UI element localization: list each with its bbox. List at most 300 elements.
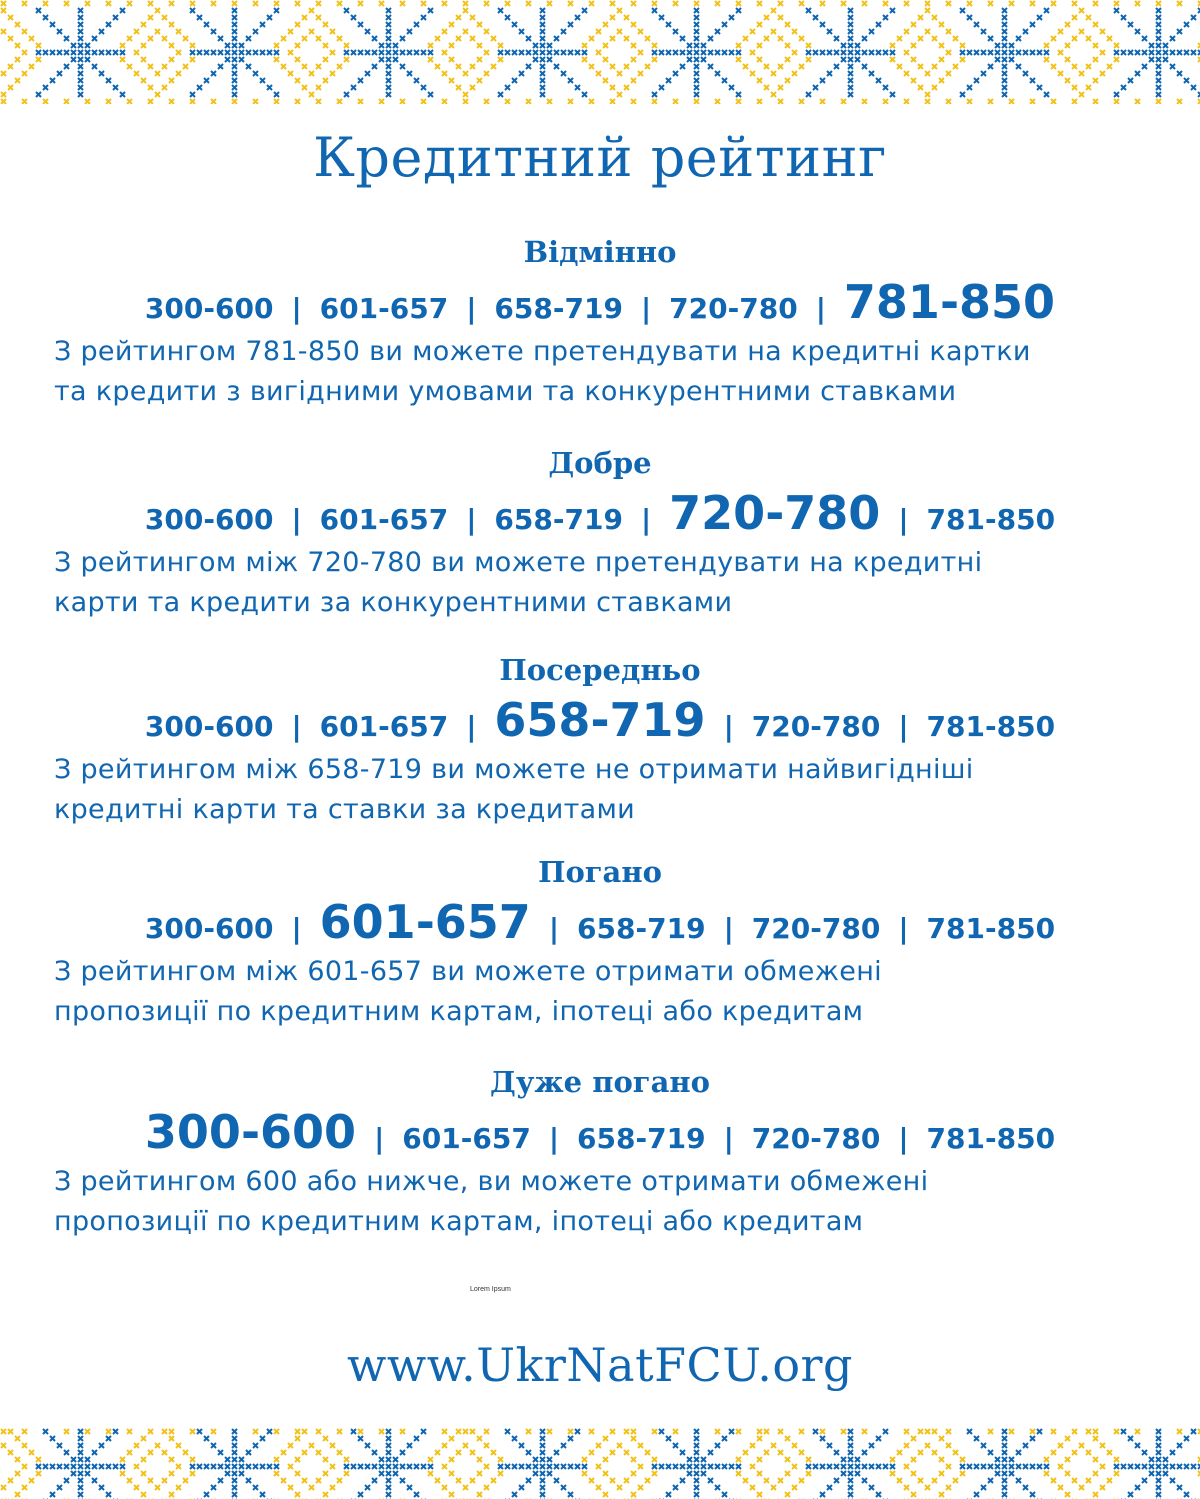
cross-stitch (232, 1485, 237, 1490)
cross-stitch (1044, 50, 1049, 55)
cross-stitch (15, 43, 20, 48)
cross-stitch (295, 43, 300, 48)
cross-stitch (680, 1464, 685, 1469)
cross-stitch (722, 1492, 727, 1497)
cross-stitch (260, 50, 265, 55)
cross-stitch (183, 1450, 188, 1455)
cross-stitch (148, 1450, 153, 1455)
cross-stitch (505, 1, 510, 6)
cross-stitch (176, 1464, 181, 1469)
cross-stitch (1065, 1457, 1070, 1462)
cross-stitch (85, 57, 90, 62)
cross-stitch (722, 1464, 727, 1469)
cross-stitch (673, 1, 678, 6)
cross-stitch (617, 71, 622, 76)
scale-range: 300-600 (144, 292, 274, 325)
cross-stitch (414, 78, 419, 83)
cross-stitch (295, 1436, 300, 1441)
cross-stitch (708, 36, 713, 41)
cross-stitch (498, 1457, 503, 1462)
cross-stitch (834, 1464, 839, 1469)
cross-stitch (820, 22, 825, 27)
embroidery-border-top (0, 0, 1200, 104)
scale-separator: | (548, 912, 560, 945)
cross-stitch (155, 1443, 160, 1448)
cross-stitch (946, 99, 951, 104)
cross-stitch (582, 50, 587, 55)
cross-stitch (498, 1464, 503, 1469)
cross-stitch (1142, 1464, 1147, 1469)
cross-stitch (295, 1471, 300, 1476)
cross-stitch (43, 85, 48, 90)
cross-stitch (1016, 1464, 1021, 1469)
cross-stitch (778, 36, 783, 41)
cross-stitch (1170, 50, 1175, 55)
cross-stitch (743, 64, 748, 69)
cross-stitch (295, 99, 300, 104)
cross-stitch (883, 1429, 888, 1434)
cross-stitch (176, 1485, 181, 1490)
cross-stitch (190, 1457, 195, 1462)
cross-stitch (757, 22, 762, 27)
cross-stitch (1023, 29, 1028, 34)
cross-stitch (855, 50, 860, 55)
cross-stitch (1, 1, 6, 6)
cross-stitch (911, 1471, 916, 1476)
cross-stitch (344, 50, 349, 55)
cross-stitch (456, 1429, 461, 1434)
cross-stitch (365, 71, 370, 76)
rating-scale (0, 892, 1200, 952)
cross-stitch (918, 1429, 923, 1434)
cross-stitch (99, 1464, 104, 1469)
cross-stitch (148, 1429, 153, 1434)
cross-stitch (1107, 36, 1112, 41)
cross-stitch (533, 1464, 538, 1469)
cross-stitch (92, 50, 97, 55)
cross-stitch (400, 1429, 405, 1434)
cross-stitch (673, 50, 678, 55)
cross-stitch (484, 71, 489, 76)
cross-stitch (414, 50, 419, 55)
cross-stitch (358, 1492, 363, 1497)
cross-stitch (708, 64, 713, 69)
cross-stitch (848, 43, 853, 48)
cross-stitch (519, 1443, 524, 1448)
cross-stitch (701, 43, 706, 48)
cross-stitch (1135, 29, 1140, 34)
cross-stitch (246, 1478, 251, 1483)
cross-stitch (267, 1464, 272, 1469)
cross-stitch (386, 64, 391, 69)
cross-stitch (85, 1, 90, 6)
cross-stitch (876, 1436, 881, 1441)
cross-stitch (918, 85, 923, 90)
cross-stitch (1044, 92, 1049, 97)
cross-stitch (855, 1464, 860, 1469)
cross-stitch (1142, 1450, 1147, 1455)
cross-stitch (1177, 99, 1182, 104)
scale-separator: | (466, 710, 477, 743)
cross-stitch (848, 1443, 853, 1448)
cross-stitch (400, 99, 405, 104)
cross-stitch (1072, 1478, 1077, 1483)
cross-stitch (71, 50, 76, 55)
cross-stitch (883, 15, 888, 20)
cross-stitch (1121, 50, 1126, 55)
cross-stitch (582, 57, 587, 62)
scale-range: 720-780 (669, 292, 798, 325)
cross-stitch (848, 1450, 853, 1455)
cross-stitch (1184, 1436, 1189, 1441)
cross-stitch (1184, 78, 1189, 83)
cross-stitch (785, 1457, 790, 1462)
cross-stitch (631, 1436, 636, 1441)
cross-stitch (99, 1443, 104, 1448)
cross-stitch (680, 50, 685, 55)
cross-stitch (232, 8, 237, 13)
cross-stitch (946, 71, 951, 76)
cross-stitch (610, 99, 615, 104)
cross-stitch (939, 22, 944, 27)
cross-stitch (274, 57, 279, 62)
cross-stitch (78, 1485, 83, 1490)
cross-stitch (134, 29, 139, 34)
rating-section-fair (0, 650, 1200, 830)
cross-stitch (267, 15, 272, 20)
cross-stitch (386, 1464, 391, 1469)
cross-stitch (848, 64, 853, 69)
cross-stitch (120, 1464, 125, 1469)
cross-stitch (106, 22, 111, 27)
cross-stitch (547, 1464, 552, 1469)
cross-stitch (848, 92, 853, 97)
cross-stitch (652, 99, 657, 104)
cross-stitch (981, 1443, 986, 1448)
cross-stitch (50, 1436, 55, 1441)
cross-stitch (295, 1429, 300, 1434)
cross-stitch (57, 1464, 62, 1469)
cross-stitch (610, 85, 615, 90)
cross-stitch (1191, 50, 1196, 55)
cross-stitch (365, 29, 370, 34)
cross-stitch (1023, 1443, 1028, 1448)
scale-separator: | (723, 912, 734, 945)
cross-stitch (848, 1478, 853, 1483)
cross-stitch (526, 36, 531, 41)
cross-stitch (883, 99, 888, 104)
cross-stitch (463, 92, 468, 97)
cross-stitch (64, 1, 69, 6)
cross-stitch (869, 29, 874, 34)
rating-description (54, 952, 1164, 1032)
cross-stitch (22, 29, 27, 34)
cross-stitch (540, 8, 545, 13)
cross-stitch (974, 50, 979, 55)
cross-stitch (547, 1, 552, 6)
cross-stitch (925, 71, 930, 76)
cross-stitch (1128, 1492, 1133, 1497)
cross-stitch (232, 85, 237, 90)
cross-stitch (610, 1450, 615, 1455)
cross-stitch (1023, 71, 1028, 76)
cross-stitch (218, 1478, 223, 1483)
cross-stitch (631, 43, 636, 48)
cross-stitch (715, 1429, 720, 1434)
cross-stitch (183, 64, 188, 69)
cross-stitch (1, 1443, 6, 1448)
cross-stitch (428, 50, 433, 55)
cross-stitch (554, 36, 559, 41)
scale-separator: | (640, 292, 652, 325)
cross-stitch (834, 1450, 839, 1455)
cross-stitch (806, 43, 811, 48)
cross-stitch (365, 1485, 370, 1490)
cross-stitch (890, 92, 895, 97)
cross-stitch (449, 78, 454, 83)
cross-stitch (484, 29, 489, 34)
cross-stitch (211, 29, 216, 34)
cross-stitch (568, 1492, 573, 1497)
cross-stitch (1114, 1464, 1119, 1469)
cross-stitch (463, 1443, 468, 1448)
cross-stitch (960, 8, 965, 13)
cross-stitch (1009, 1, 1014, 6)
cross-stitch (610, 1, 615, 6)
cross-stitch (435, 36, 440, 41)
cross-stitch (1170, 1450, 1175, 1455)
cross-stitch (862, 1429, 867, 1434)
cross-stitch (78, 57, 83, 62)
cross-stitch (722, 50, 727, 55)
cross-stitch (393, 1464, 398, 1469)
cross-stitch (799, 1450, 804, 1455)
cross-stitch (78, 36, 83, 41)
cross-stitch (1044, 8, 1049, 13)
cross-stitch (8, 64, 13, 69)
cross-stitch (834, 1478, 839, 1483)
cross-stitch (211, 1464, 216, 1469)
cross-stitch (106, 1, 111, 6)
cross-stitch (169, 1, 174, 6)
cross-stitch (372, 36, 377, 41)
cross-stitch (1093, 57, 1098, 62)
cross-stitch (1100, 71, 1105, 76)
cross-stitch (260, 78, 265, 83)
cross-stitch (1100, 1485, 1105, 1490)
cross-stitch (253, 1443, 258, 1448)
cross-stitch (1072, 36, 1077, 41)
cross-stitch (1044, 57, 1049, 62)
cross-stitch (799, 1478, 804, 1483)
cross-stitch (99, 29, 104, 34)
cross-stitch (757, 43, 762, 48)
cross-stitch (512, 22, 517, 27)
cross-stitch (1072, 15, 1077, 20)
cross-stitch (22, 1, 27, 6)
cross-stitch (148, 1, 153, 6)
cross-stitch (848, 78, 853, 83)
cross-stitch (1030, 99, 1035, 104)
cross-stitch (1149, 1457, 1154, 1462)
cross-stitch (22, 99, 27, 104)
cross-stitch (211, 1443, 216, 1448)
cross-stitch (1009, 1429, 1014, 1434)
cross-stitch (750, 1443, 755, 1448)
cross-stitch (659, 85, 664, 90)
rating-heading: Відмінно (523, 235, 677, 269)
cross-stitch (386, 78, 391, 83)
cross-stitch (50, 22, 55, 27)
cross-stitch (582, 8, 587, 13)
cross-stitch (64, 36, 69, 41)
cross-stitch (36, 43, 41, 48)
cross-stitch (694, 57, 699, 62)
cross-stitch (484, 1443, 489, 1448)
cross-stitch (463, 29, 468, 34)
cross-stitch (36, 92, 41, 97)
cross-stitch (869, 1485, 874, 1490)
cross-stitch (988, 1478, 993, 1483)
cross-stitch (176, 29, 181, 34)
cross-stitch (743, 1478, 748, 1483)
cross-stitch (1065, 1492, 1070, 1497)
cross-stitch (1156, 1443, 1161, 1448)
cross-stitch (883, 1, 888, 6)
cross-stitch (232, 1478, 237, 1483)
cross-stitch (442, 1443, 447, 1448)
cross-stitch (806, 57, 811, 62)
cross-stitch (904, 1429, 909, 1434)
cross-stitch (1072, 85, 1077, 90)
cross-stitch (470, 36, 475, 41)
cross-stitch (680, 64, 685, 69)
cross-stitch (540, 1492, 545, 1497)
cross-stitch (736, 1429, 741, 1434)
cross-stitch (78, 1457, 83, 1462)
cross-stitch (421, 1464, 426, 1469)
cross-stitch (71, 1464, 76, 1469)
cross-stitch (344, 1457, 349, 1462)
cross-stitch (778, 1, 783, 6)
cross-stitch (358, 99, 363, 104)
cross-stitch (316, 85, 321, 90)
cross-stitch (344, 92, 349, 97)
cross-stitch (246, 1450, 251, 1455)
cross-stitch (358, 78, 363, 83)
cross-stitch (78, 1464, 83, 1469)
cross-stitch (267, 50, 272, 55)
cross-stitch (1030, 1429, 1035, 1434)
cross-stitch (323, 1436, 328, 1441)
cross-stitch (456, 85, 461, 90)
website-link[interactable]: www.UkrNatFCU.org (347, 1338, 853, 1392)
cross-stitch (1156, 15, 1161, 20)
cross-stitch (379, 1429, 384, 1434)
cross-stitch (232, 1, 237, 6)
scale-range: 658-719 (494, 503, 623, 536)
cross-stitch (687, 57, 692, 62)
cross-stitch (778, 15, 783, 20)
cross-stitch (617, 8, 622, 13)
cross-stitch (1149, 43, 1154, 48)
cross-stitch (232, 1436, 237, 1441)
cross-stitch (540, 1429, 545, 1434)
rating-description-line: кредитні карти та ставки за кредитами (54, 794, 635, 825)
cross-stitch (764, 1478, 769, 1483)
cross-stitch (715, 99, 720, 104)
cross-stitch (925, 92, 930, 97)
cross-stitch (449, 43, 454, 48)
cross-stitch (22, 71, 27, 76)
cross-stitch (631, 78, 636, 83)
cross-stitch (428, 1471, 433, 1476)
cross-stitch (134, 71, 139, 76)
cross-stitch (78, 22, 83, 27)
cross-stitch (1002, 85, 1007, 90)
cross-stitch (1156, 78, 1161, 83)
cross-stitch (673, 99, 678, 104)
rating-heading: Дуже погано (490, 1065, 710, 1099)
cross-stitch (50, 50, 55, 55)
cross-stitch (785, 43, 790, 48)
cross-stitch (1156, 57, 1161, 62)
cross-stitch (736, 43, 741, 48)
embroidery-border-bottom (0, 1428, 1200, 1499)
cross-stitch (540, 57, 545, 62)
cross-stitch (890, 43, 895, 48)
cross-stitch (498, 1471, 503, 1476)
cross-stitch (232, 99, 237, 104)
cross-stitch (379, 99, 384, 104)
cross-stitch (190, 57, 195, 62)
cross-stitch (596, 1464, 601, 1469)
cross-stitch (1163, 1471, 1168, 1476)
cross-stitch (631, 99, 636, 104)
cross-stitch (925, 99, 930, 104)
cross-stitch (344, 57, 349, 62)
cross-stitch (1177, 1485, 1182, 1490)
cross-stitch (1, 29, 6, 34)
scale-separator: | (898, 503, 909, 536)
cross-stitch (568, 1, 573, 6)
cross-stitch (113, 50, 118, 55)
cross-stitch (1170, 36, 1175, 41)
cross-stitch (1079, 29, 1084, 34)
cross-stitch (323, 78, 328, 83)
cross-stitch (64, 1429, 69, 1434)
cross-stitch (1191, 15, 1196, 20)
cross-stitch (85, 1457, 90, 1462)
cross-stitch (631, 1471, 636, 1476)
cross-stitch (36, 1471, 41, 1476)
cross-stitch (1030, 22, 1035, 27)
cross-stitch (316, 1, 321, 6)
cross-stitch (1156, 1, 1161, 6)
cross-stitch (1156, 1492, 1161, 1497)
scale-range: 658-719 (577, 1122, 706, 1155)
cross-stitch (78, 29, 83, 34)
cross-stitch (302, 36, 307, 41)
cross-stitch (1135, 1, 1140, 6)
cross-stitch (869, 71, 874, 76)
cross-stitch (540, 36, 545, 41)
cross-stitch (43, 99, 48, 104)
cross-stitch (372, 50, 377, 55)
cross-stitch (442, 1429, 447, 1434)
cross-stitch (463, 1, 468, 6)
cross-stitch (484, 50, 489, 55)
